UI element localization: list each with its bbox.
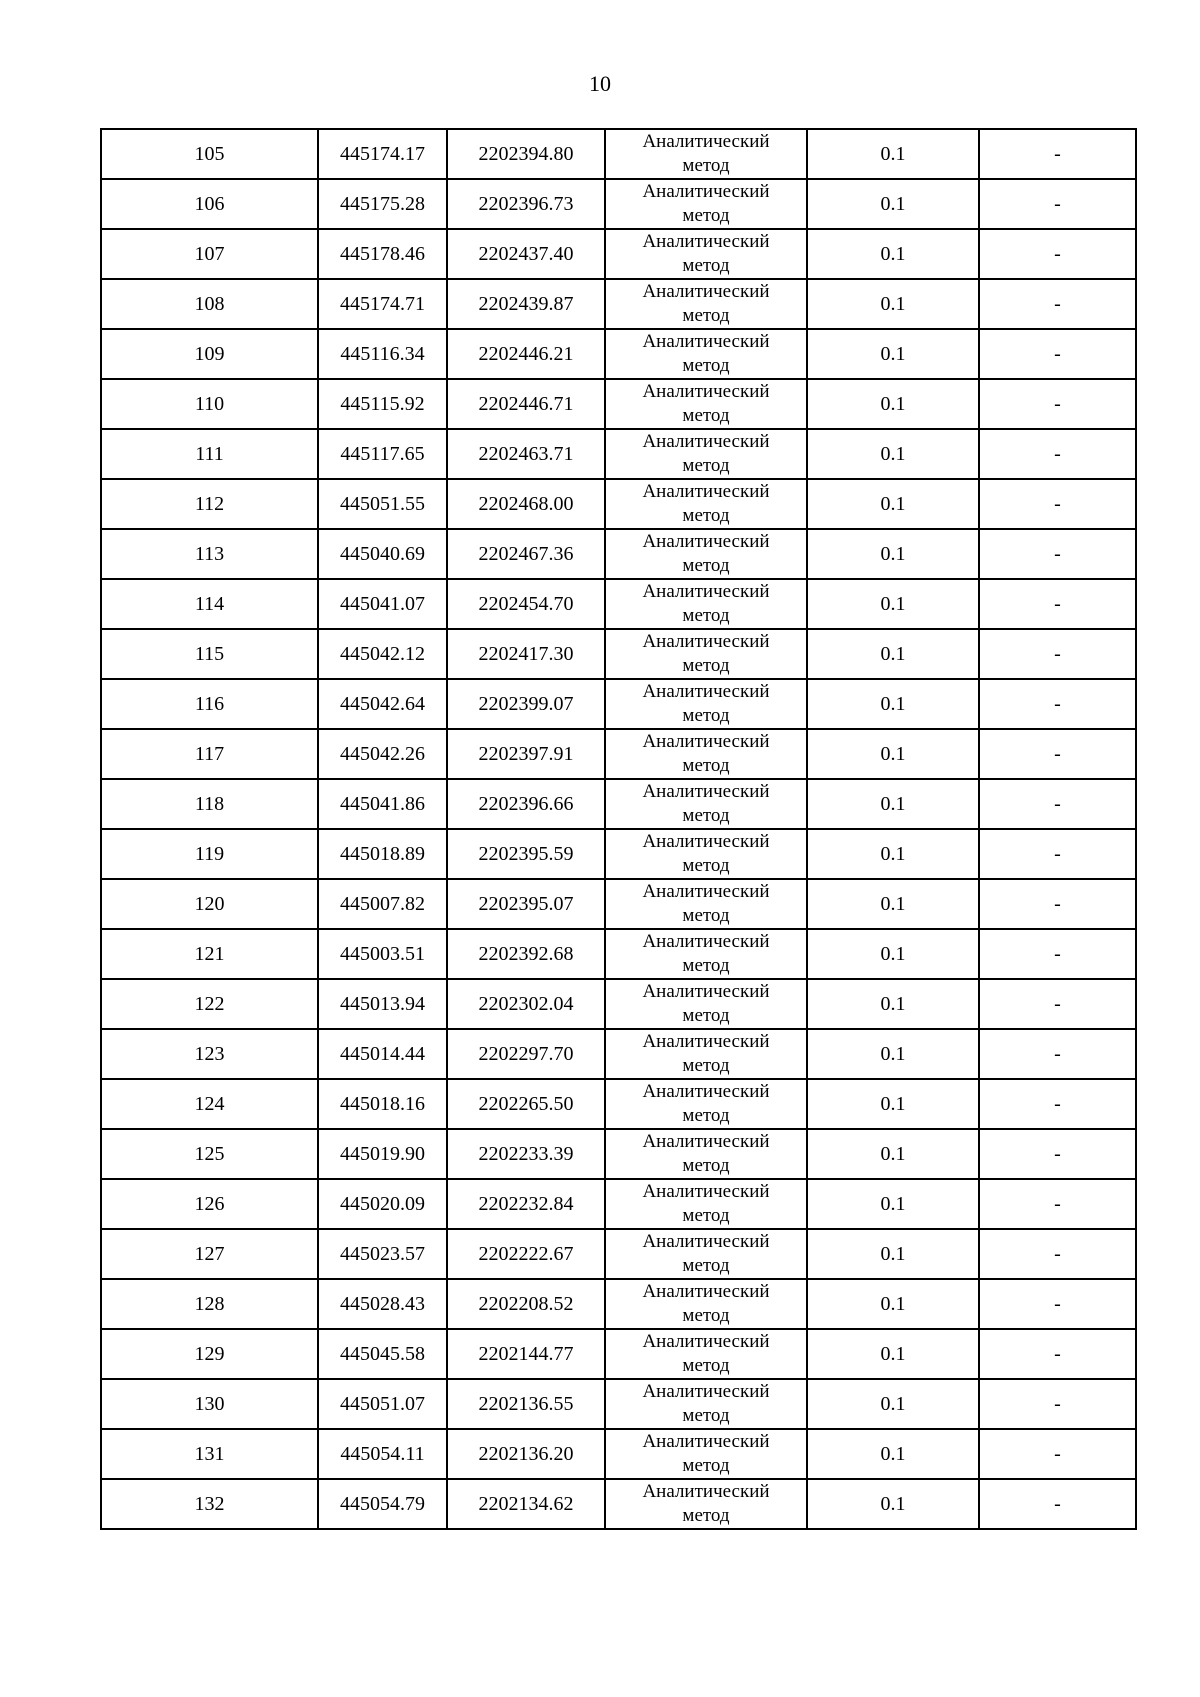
- x-coordinate-cell: 445007.82: [318, 879, 447, 929]
- y-coordinate-cell: 2202446.21: [447, 329, 605, 379]
- method-line-2: метод: [682, 805, 730, 826]
- y-coordinate-cell: 2202395.07: [447, 879, 605, 929]
- accuracy-cell: 0.1: [807, 879, 979, 929]
- x-coordinate-cell: 445040.69: [318, 529, 447, 579]
- method-line-2: метод: [682, 405, 730, 426]
- y-coordinate-cell: 2202468.00: [447, 479, 605, 529]
- y-coordinate-cell: 2202392.68: [447, 929, 605, 979]
- method-cell: [605, 629, 807, 679]
- method-line-1: Аналитический: [642, 431, 770, 452]
- table-row: [101, 1429, 1136, 1479]
- y-coordinate-cell: 2202467.36: [447, 529, 605, 579]
- x-coordinate-cell: 445116.34: [318, 329, 447, 379]
- point-number-cell: 132: [101, 1479, 318, 1529]
- method-line-2: метод: [682, 155, 730, 176]
- method-line-2: метод: [682, 905, 730, 926]
- y-coordinate-cell: 2202463.71: [447, 429, 605, 479]
- method-cell: [605, 1129, 807, 1179]
- method-line-1: Аналитический: [642, 1381, 770, 1402]
- note-cell: -: [979, 179, 1136, 229]
- y-coordinate-cell: 2202417.30: [447, 629, 605, 679]
- point-number-cell: 131: [101, 1429, 318, 1479]
- y-coordinate-cell: 2202302.04: [447, 979, 605, 1029]
- note-cell: -: [979, 129, 1136, 179]
- accuracy-cell: 0.1: [807, 779, 979, 829]
- method-line-1: Аналитический: [642, 731, 770, 752]
- y-coordinate-cell: 2202233.39: [447, 1129, 605, 1179]
- accuracy-cell: 0.1: [807, 279, 979, 329]
- point-number-cell: 107: [101, 229, 318, 279]
- accuracy-cell: 0.1: [807, 229, 979, 279]
- method-line-2: метод: [682, 755, 730, 776]
- coordinates-table-body: [101, 129, 1136, 1529]
- method-line-2: метод: [682, 1055, 730, 1076]
- method-line-2: метод: [682, 1305, 730, 1326]
- method-cell: [605, 229, 807, 279]
- note-cell: -: [979, 979, 1136, 1029]
- x-coordinate-cell: 445041.86: [318, 779, 447, 829]
- point-number-cell: 123: [101, 1029, 318, 1079]
- method-line-2: метод: [682, 355, 730, 376]
- accuracy-cell: 0.1: [807, 1129, 979, 1179]
- method-line-1: Аналитический: [642, 531, 770, 552]
- accuracy-cell: 0.1: [807, 729, 979, 779]
- note-cell: -: [979, 1229, 1136, 1279]
- y-coordinate-cell: 2202134.62: [447, 1479, 605, 1529]
- method-line-2: метод: [682, 1105, 730, 1126]
- note-cell: -: [979, 429, 1136, 479]
- x-coordinate-cell: 445115.92: [318, 379, 447, 429]
- note-cell: -: [979, 929, 1136, 979]
- y-coordinate-cell: 2202136.20: [447, 1429, 605, 1479]
- method-line-1: Аналитический: [642, 381, 770, 402]
- accuracy-cell: 0.1: [807, 1479, 979, 1529]
- x-coordinate-cell: 445174.17: [318, 129, 447, 179]
- point-number-cell: 112: [101, 479, 318, 529]
- x-coordinate-cell: 445054.11: [318, 1429, 447, 1479]
- table-row: [101, 679, 1136, 729]
- x-coordinate-cell: 445042.64: [318, 679, 447, 729]
- method-line-1: Аналитический: [642, 1231, 770, 1252]
- point-number-cell: 126: [101, 1179, 318, 1229]
- method-line-2: метод: [682, 1355, 730, 1376]
- method-line-1: Аналитический: [642, 281, 770, 302]
- x-coordinate-cell: 445018.16: [318, 1079, 447, 1129]
- table-row: [101, 879, 1136, 929]
- method-cell: [605, 529, 807, 579]
- accuracy-cell: 0.1: [807, 529, 979, 579]
- x-coordinate-cell: 445014.44: [318, 1029, 447, 1079]
- note-cell: -: [979, 1179, 1136, 1229]
- method-line-2: метод: [682, 705, 730, 726]
- method-line-1: Аналитический: [642, 1181, 770, 1202]
- method-cell: [605, 429, 807, 479]
- method-line-1: Аналитический: [642, 981, 770, 1002]
- point-number-cell: 115: [101, 629, 318, 679]
- accuracy-cell: 0.1: [807, 1079, 979, 1129]
- method-cell: [605, 279, 807, 329]
- table-row: [101, 729, 1136, 779]
- method-line-1: Аналитический: [642, 781, 770, 802]
- x-coordinate-cell: 445020.09: [318, 1179, 447, 1229]
- x-coordinate-cell: 445178.46: [318, 229, 447, 279]
- method-line-1: Аналитический: [642, 1331, 770, 1352]
- method-line-2: метод: [682, 655, 730, 676]
- y-coordinate-cell: 2202439.87: [447, 279, 605, 329]
- x-coordinate-cell: 445019.90: [318, 1129, 447, 1179]
- note-cell: -: [979, 829, 1136, 879]
- accuracy-cell: 0.1: [807, 129, 979, 179]
- note-cell: -: [979, 1429, 1136, 1479]
- method-line-1: Аналитический: [642, 131, 770, 152]
- method-line-2: метод: [682, 1505, 730, 1526]
- note-cell: -: [979, 1029, 1136, 1079]
- note-cell: -: [979, 679, 1136, 729]
- method-line-1: Аналитический: [642, 481, 770, 502]
- table-row: [101, 179, 1136, 229]
- method-line-1: Аналитический: [642, 881, 770, 902]
- y-coordinate-cell: 2202397.91: [447, 729, 605, 779]
- method-line-2: метод: [682, 1405, 730, 1426]
- accuracy-cell: 0.1: [807, 479, 979, 529]
- method-line-2: метод: [682, 455, 730, 476]
- method-cell: [605, 1429, 807, 1479]
- method-cell: [605, 1029, 807, 1079]
- y-coordinate-cell: 2202265.50: [447, 1079, 605, 1129]
- method-line-1: Аналитический: [642, 181, 770, 202]
- note-cell: -: [979, 329, 1136, 379]
- x-coordinate-cell: 445013.94: [318, 979, 447, 1029]
- note-cell: -: [979, 1279, 1136, 1329]
- method-line-1: Аналитический: [642, 1131, 770, 1152]
- x-coordinate-cell: 445042.26: [318, 729, 447, 779]
- method-cell: [605, 1079, 807, 1129]
- y-coordinate-cell: 2202297.70: [447, 1029, 605, 1079]
- method-line-2: метод: [682, 505, 730, 526]
- x-coordinate-cell: 445028.43: [318, 1279, 447, 1329]
- point-number-cell: 113: [101, 529, 318, 579]
- note-cell: -: [979, 629, 1136, 679]
- note-cell: -: [979, 579, 1136, 629]
- note-cell: -: [979, 779, 1136, 829]
- table-row: [101, 279, 1136, 329]
- y-coordinate-cell: 2202208.52: [447, 1279, 605, 1329]
- y-coordinate-cell: 2202446.71: [447, 379, 605, 429]
- table-row: [101, 1279, 1136, 1329]
- method-cell: [605, 1329, 807, 1379]
- method-line-2: метод: [682, 855, 730, 876]
- point-number-cell: 122: [101, 979, 318, 1029]
- method-cell: [605, 129, 807, 179]
- x-coordinate-cell: 445045.58: [318, 1329, 447, 1379]
- table-row: [101, 579, 1136, 629]
- accuracy-cell: 0.1: [807, 1379, 979, 1429]
- method-line-1: Аналитический: [642, 1431, 770, 1452]
- point-number-cell: 108: [101, 279, 318, 329]
- point-number-cell: 116: [101, 679, 318, 729]
- table-row: [101, 1029, 1136, 1079]
- table-row: [101, 979, 1136, 1029]
- point-number-cell: 120: [101, 879, 318, 929]
- point-number-cell: 111: [101, 429, 318, 479]
- x-coordinate-cell: 445018.89: [318, 829, 447, 879]
- method-cell: [605, 829, 807, 879]
- point-number-cell: 130: [101, 1379, 318, 1429]
- y-coordinate-cell: 2202399.07: [447, 679, 605, 729]
- method-line-1: Аналитический: [642, 231, 770, 252]
- accuracy-cell: 0.1: [807, 829, 979, 879]
- method-line-1: Аналитический: [642, 1481, 770, 1502]
- point-number-cell: 129: [101, 1329, 318, 1379]
- accuracy-cell: 0.1: [807, 629, 979, 679]
- table-row: [101, 779, 1136, 829]
- method-cell: [605, 479, 807, 529]
- y-coordinate-cell: 2202437.40: [447, 229, 605, 279]
- method-line-1: Аналитический: [642, 1031, 770, 1052]
- method-line-2: метод: [682, 305, 730, 326]
- table-row: [101, 1229, 1136, 1279]
- x-coordinate-cell: 445174.71: [318, 279, 447, 329]
- point-number-cell: 114: [101, 579, 318, 629]
- method-cell: [605, 929, 807, 979]
- point-number-cell: 117: [101, 729, 318, 779]
- method-cell: [605, 1279, 807, 1329]
- method-cell: [605, 1229, 807, 1279]
- method-line-2: метод: [682, 1005, 730, 1026]
- x-coordinate-cell: 445117.65: [318, 429, 447, 479]
- x-coordinate-cell: 445042.12: [318, 629, 447, 679]
- x-coordinate-cell: 445051.07: [318, 1379, 447, 1429]
- method-cell: [605, 579, 807, 629]
- method-cell: [605, 879, 807, 929]
- y-coordinate-cell: 2202396.66: [447, 779, 605, 829]
- accuracy-cell: 0.1: [807, 1179, 979, 1229]
- accuracy-cell: 0.1: [807, 429, 979, 479]
- method-cell: [605, 1379, 807, 1429]
- note-cell: -: [979, 1479, 1136, 1529]
- y-coordinate-cell: 2202144.77: [447, 1329, 605, 1379]
- method-cell: [605, 979, 807, 1029]
- method-line-2: метод: [682, 605, 730, 626]
- table-row: [101, 529, 1136, 579]
- point-number-cell: 105: [101, 129, 318, 179]
- note-cell: -: [979, 1329, 1136, 1379]
- point-number-cell: 128: [101, 1279, 318, 1329]
- coordinates-table: [100, 128, 1137, 1530]
- table-row: [101, 229, 1136, 279]
- table-row: [101, 829, 1136, 879]
- table-row: [101, 129, 1136, 179]
- method-line-2: метод: [682, 1155, 730, 1176]
- accuracy-cell: 0.1: [807, 1229, 979, 1279]
- x-coordinate-cell: 445054.79: [318, 1479, 447, 1529]
- table-row: [101, 1329, 1136, 1379]
- x-coordinate-cell: 445003.51: [318, 929, 447, 979]
- method-cell: [605, 729, 807, 779]
- method-line-1: Аналитический: [642, 1281, 770, 1302]
- table-row: [101, 629, 1136, 679]
- point-number-cell: 119: [101, 829, 318, 879]
- accuracy-cell: 0.1: [807, 1279, 979, 1329]
- page-number: 10: [589, 71, 611, 96]
- table-row: [101, 929, 1136, 979]
- note-cell: -: [979, 529, 1136, 579]
- accuracy-cell: 0.1: [807, 379, 979, 429]
- accuracy-cell: 0.1: [807, 329, 979, 379]
- table-row: [101, 1129, 1136, 1179]
- point-number-cell: 127: [101, 1229, 318, 1279]
- method-line-1: Аналитический: [642, 581, 770, 602]
- accuracy-cell: 0.1: [807, 1329, 979, 1379]
- method-cell: [605, 379, 807, 429]
- table-row: [101, 429, 1136, 479]
- method-line-2: метод: [682, 255, 730, 276]
- y-coordinate-cell: 2202396.73: [447, 179, 605, 229]
- point-number-cell: 106: [101, 179, 318, 229]
- method-line-1: Аналитический: [642, 331, 770, 352]
- method-cell: [605, 1179, 807, 1229]
- y-coordinate-cell: 2202136.55: [447, 1379, 605, 1429]
- method-line-2: метод: [682, 1205, 730, 1226]
- note-cell: -: [979, 1379, 1136, 1429]
- method-line-2: метод: [682, 1455, 730, 1476]
- point-number-cell: 109: [101, 329, 318, 379]
- table-row: [101, 479, 1136, 529]
- y-coordinate-cell: 2202232.84: [447, 1179, 605, 1229]
- table-row: [101, 1079, 1136, 1129]
- y-coordinate-cell: 2202395.59: [447, 829, 605, 879]
- accuracy-cell: 0.1: [807, 979, 979, 1029]
- accuracy-cell: 0.1: [807, 1429, 979, 1479]
- point-number-cell: 125: [101, 1129, 318, 1179]
- note-cell: -: [979, 1129, 1136, 1179]
- method-line-2: метод: [682, 1255, 730, 1276]
- accuracy-cell: 0.1: [807, 1029, 979, 1079]
- accuracy-cell: 0.1: [807, 929, 979, 979]
- method-cell: [605, 1479, 807, 1529]
- accuracy-cell: 0.1: [807, 179, 979, 229]
- accuracy-cell: 0.1: [807, 679, 979, 729]
- table-row: [101, 1179, 1136, 1229]
- x-coordinate-cell: 445175.28: [318, 179, 447, 229]
- x-coordinate-cell: 445023.57: [318, 1229, 447, 1279]
- point-number-cell: 110: [101, 379, 318, 429]
- note-cell: -: [979, 879, 1136, 929]
- note-cell: -: [979, 279, 1136, 329]
- method-line-2: метод: [682, 205, 730, 226]
- x-coordinate-cell: 445051.55: [318, 479, 447, 529]
- y-coordinate-cell: 2202394.80: [447, 129, 605, 179]
- table-row: [101, 379, 1136, 429]
- method-line-1: Аналитический: [642, 831, 770, 852]
- method-line-2: метод: [682, 555, 730, 576]
- note-cell: -: [979, 729, 1136, 779]
- table-row: [101, 329, 1136, 379]
- point-number-cell: 118: [101, 779, 318, 829]
- note-cell: -: [979, 1079, 1136, 1129]
- point-number-cell: 121: [101, 929, 318, 979]
- method-line-1: Аналитический: [642, 931, 770, 952]
- point-number-cell: 124: [101, 1079, 318, 1129]
- method-cell: [605, 679, 807, 729]
- table-row: [101, 1479, 1136, 1529]
- method-cell: [605, 329, 807, 379]
- method-line-2: метод: [682, 955, 730, 976]
- method-line-1: Аналитический: [642, 681, 770, 702]
- accuracy-cell: 0.1: [807, 579, 979, 629]
- note-cell: -: [979, 379, 1136, 429]
- method-line-1: Аналитический: [642, 1081, 770, 1102]
- method-cell: [605, 179, 807, 229]
- method-cell: [605, 779, 807, 829]
- note-cell: -: [979, 229, 1136, 279]
- y-coordinate-cell: 2202454.70: [447, 579, 605, 629]
- note-cell: -: [979, 479, 1136, 529]
- y-coordinate-cell: 2202222.67: [447, 1229, 605, 1279]
- x-coordinate-cell: 445041.07: [318, 579, 447, 629]
- method-line-1: Аналитический: [642, 631, 770, 652]
- table-row: [101, 1379, 1136, 1429]
